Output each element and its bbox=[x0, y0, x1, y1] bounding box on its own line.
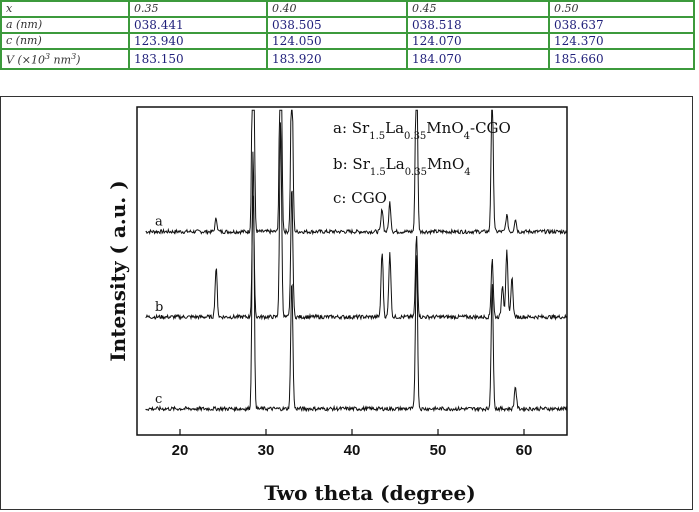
table-cell: 124.070 bbox=[407, 33, 549, 49]
legend bbox=[333, 119, 511, 207]
row-label-unit: nm bbox=[50, 53, 72, 67]
table-cell: 038.441 bbox=[129, 17, 267, 33]
table-cell: 184.070 bbox=[407, 49, 549, 69]
header-cell: 0.40 bbox=[267, 1, 407, 17]
header-cell: x bbox=[1, 1, 129, 17]
header-cell: 0.35 bbox=[129, 1, 267, 17]
legend-entry-c: c: CGO bbox=[333, 189, 387, 207]
table-cell: 183.150 bbox=[129, 49, 267, 69]
table-row bbox=[1, 49, 694, 69]
table-row bbox=[1, 17, 694, 33]
row-label-sup: 3 bbox=[71, 52, 77, 61]
table-cell: 124.370 bbox=[549, 33, 694, 49]
row-label-end: ) bbox=[76, 53, 81, 67]
trace-label: a bbox=[155, 214, 163, 230]
row-label: a (nm) bbox=[1, 17, 129, 33]
x-tick-label: 20 bbox=[171, 442, 189, 459]
table-cell: 185.660 bbox=[549, 49, 694, 69]
header-cell: 0.50 bbox=[549, 1, 694, 17]
table-cell: 123.940 bbox=[129, 33, 267, 49]
x-tick-label: 60 bbox=[515, 442, 533, 459]
table-cell: 038.637 bbox=[549, 17, 694, 33]
row-label-main: V (×10 bbox=[6, 53, 45, 67]
x-tick-label: 50 bbox=[429, 442, 447, 459]
header-cell: 0.45 bbox=[407, 1, 549, 17]
trace-label: b bbox=[155, 299, 164, 315]
table-cell: 038.505 bbox=[267, 17, 407, 33]
table-row bbox=[1, 33, 694, 49]
lattice-table bbox=[0, 0, 695, 70]
y-axis-label: Intensity ( a.u. ) bbox=[106, 180, 130, 362]
table-cell: 124.050 bbox=[267, 33, 407, 49]
table-header-row bbox=[1, 1, 694, 17]
row-label: c (nm) bbox=[1, 33, 129, 49]
x-tick-label: 30 bbox=[257, 442, 275, 459]
trace-b bbox=[146, 122, 567, 319]
trace-label: c bbox=[155, 391, 163, 407]
xrd-figure bbox=[0, 96, 693, 510]
x-axis-ticks bbox=[172, 429, 533, 459]
x-tick-label: 40 bbox=[343, 442, 361, 459]
table-cell: 038.518 bbox=[407, 17, 549, 33]
legend-entry-a: a: $Sr_{1.5}La_{0.35}MnO_4$-CGO bbox=[333, 119, 511, 142]
table-cell: 183.920 bbox=[267, 49, 407, 69]
lattice-parameter-table bbox=[0, 0, 693, 70]
row-label-sup: 3 bbox=[44, 52, 51, 61]
legend-entry-b: b: $Sr_{1.5}La_{0.35}MnO_4$ bbox=[333, 155, 471, 178]
row-label bbox=[1, 49, 129, 69]
x-axis-label: Two theta (degree) bbox=[264, 481, 476, 505]
xrd-chart bbox=[1, 97, 692, 509]
